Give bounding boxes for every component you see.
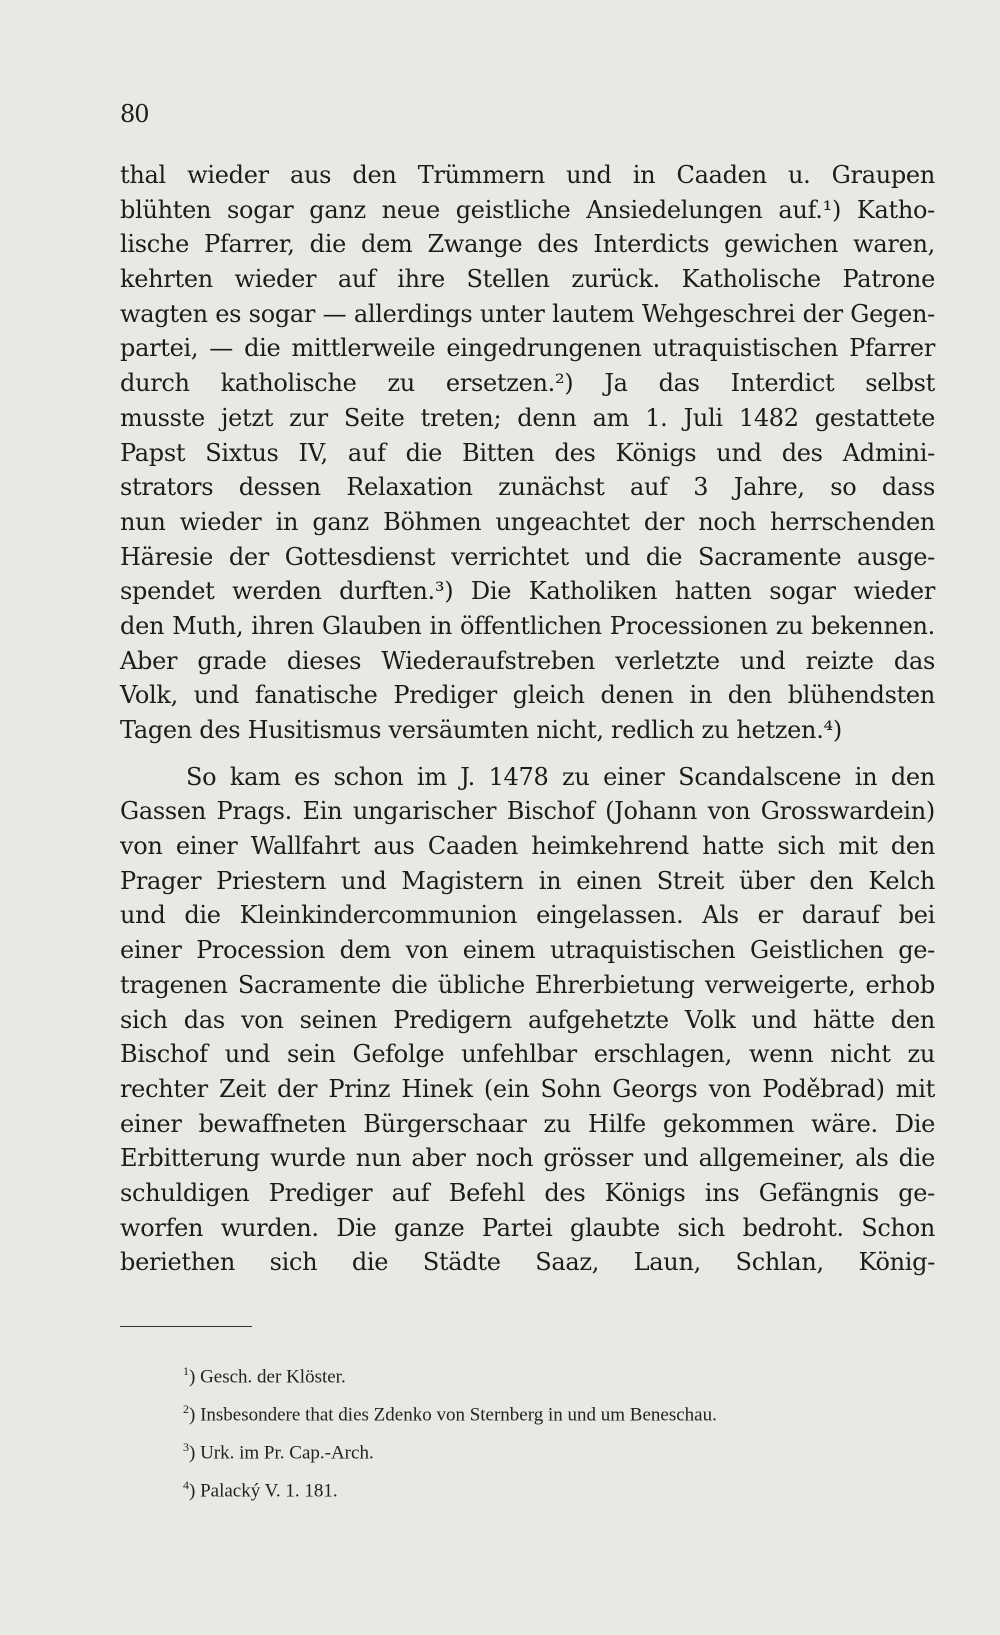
text-line: von einer Wallfahrt aus Caaden heimkehrend hatte sich mit den [120,832,935,861]
text-line: musste jetzt zur Seite treten; denn am 1. Juli 1482 gestattete [120,403,935,432]
text-line: Erbitterung wurde nun aber noch grösser und allgemeiner, als die [120,1144,935,1173]
text-line: Tagen des Husitismus versäumten nicht, redlich zu hetzen.⁴) [120,716,842,744]
footnote-mark: 3 [183,1440,189,1454]
text-line: nun wieder in ganz Böhmen ungeachtet der noch herrschenden [120,507,935,536]
footnote-divider [120,1326,252,1327]
text-line: kehrten wieder auf ihre Stellen zurück. Katholische Patrone [120,265,935,294]
text-line: Gassen Prags. Ein ungarischer Bischof (Johann von Grosswardein) [120,797,935,826]
paragraph-1 [120,158,935,748]
footnote-text: ) Urk. im Pr. Cap.-Arch. [189,1442,374,1464]
text-line: Papst Sixtus IV, auf die Bitten des Königs und des Admini- [120,438,935,467]
paragraph-2 [120,760,935,1280]
text-line: strators dessen Relaxation zunächst auf 3 Jahre, so dass [120,473,935,502]
text-line: Prager Priestern und Magistern in einen Streit über den Kelch [120,866,935,895]
footnote-text: ) Palacký V. 1. 181. [189,1480,338,1502]
text-line: thal wieder aus den Trümmern und in Caaden u. Graupen [120,161,935,189]
text-line: Volk, und fanatische Prediger gleich denen in den blühendsten [120,681,935,710]
text-line: einer bewaffneten Bürgerschaar zu Hilfe gekommen wäre. Die [120,1109,935,1138]
paragraph-gap [120,748,935,760]
text-line: Bischof und sein Gefolge unfehlbar erschlagen, wenn nicht zu [120,1040,935,1069]
footnote-text: ) Gesch. der Klöster. [189,1366,346,1388]
text-line: spendet werden durften.³) Die Katholiken hatten sogar wieder [120,577,935,606]
footnotes [183,1352,717,1504]
page-number: 80 [120,100,149,128]
footnote [183,1428,717,1466]
text-line: schuldigen Prediger auf Befehl des Königs ins Gefängnis ge- [120,1178,935,1207]
text-line: einer Procession dem von einem utraquistischen Geistlichen ge- [120,936,935,965]
text-line: beriethen sich die Städte Saaz, Laun, Schlan, König- [120,1248,935,1277]
text-line: und die Kleinkindercommunion eingelassen. Als er darauf bei [120,901,935,930]
body-text [120,158,935,1280]
text-line: So kam es schon im J. 1478 zu einer Scandalscene in den [186,762,935,791]
text-line: Aber grade dieses Wiederaufstreben verletzte und reizte das [120,646,935,675]
text-line: partei, — die mittlerweile eingedrungenen utraquistischen Pfarrer [120,334,935,363]
text-line: Häresie der Gottesdienst verrichtet und die Sacramente ausge- [120,542,935,571]
text-line: lische Pfarrer, die dem Zwange des Interdicts gewichen waren, [120,230,935,259]
text-line: wagten es sogar — allerdings unter lautem Wehgeschrei der Gegen- [120,299,935,328]
footnote-mark: 4 [183,1478,189,1492]
text-line: durch katholische zu ersetzen.²) Ja das Interdict selbst [120,369,935,398]
text-line: sich das von seinen Predigern aufgehetzte Volk und hätte den [120,1005,935,1034]
text-line: worfen wurden. Die ganze Partei glaubte sich bedroht. Schon [120,1213,935,1242]
footnote-mark: 1 [183,1364,189,1378]
footnote [183,1466,717,1504]
footnote [183,1390,717,1428]
footnote-mark: 2 [183,1402,189,1416]
footnote-text: ) Insbesondere that dies Zdenko von Sternberg in und um Beneschau. [189,1404,717,1426]
footnote [183,1352,717,1390]
text-line: blühten sogar ganz neue geistliche Ansiedelungen auf.¹) Katho- [120,195,935,224]
text-line: rechter Zeit der Prinz Hinek (ein Sohn Georgs von Poděbrad) mit [120,1074,935,1103]
text-line: tragenen Sacramente die übliche Ehrerbietung verweigerte, erhob [120,970,935,999]
text-line: den Muth, ihren Glauben in öffentlichen Processionen zu bekennen. [120,611,935,640]
